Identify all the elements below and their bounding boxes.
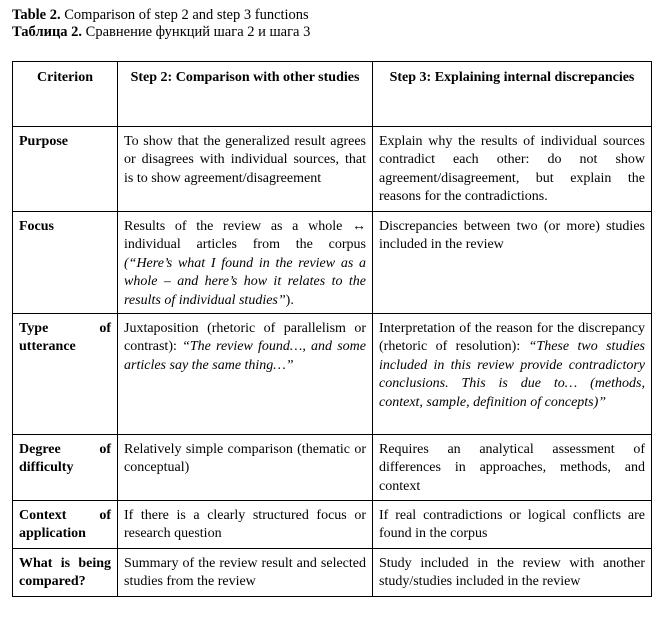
step2-quote: (“Here’s what I found in the review as a whole – and here’s how it relates to the results of individual studies” [124, 255, 366, 308]
criterion-cell: Degree of difficulty [13, 435, 118, 501]
table-row [13, 314, 652, 435]
criterion-cell: Purpose [13, 127, 118, 212]
caption-russian-label: Таблица 2. [12, 24, 83, 40]
caption-english [12, 7, 310, 24]
step3-cell: Requires an analytical assessment of differences in approaches, methods, and context [373, 435, 652, 501]
step2-cell: If there is a clearly structured focus or research question [118, 501, 373, 549]
step2-tail: ). [285, 292, 294, 308]
step2-text: Juxtaposition (rhetoric of parallelism or contrast): [124, 321, 366, 355]
step2-cell [118, 314, 373, 435]
step3-cell: Study included in the review with another study/studies included in the review [373, 549, 652, 597]
criterion-cell: Focus [13, 212, 118, 314]
header-step2: Step 2: Comparison with other studies [118, 62, 373, 127]
table-row [13, 501, 652, 549]
table-row [13, 435, 652, 501]
table-row [13, 127, 652, 212]
step2-cell [118, 212, 373, 314]
table-row [13, 212, 652, 314]
step3-cell: If real contradictions or logical conflicts are found in the corpus [373, 501, 652, 549]
caption-russian [12, 24, 310, 41]
step3-cell: Discrepancies between two (or more) studies included in the review [373, 212, 652, 314]
caption-russian-text: Сравнение функций шага 2 и шага 3 [82, 24, 311, 40]
step2-cell: To show that the generalized result agrees or disagrees with individual sources, that is to show agreement/disagreement [118, 127, 373, 212]
criterion-cell: Context of application [13, 501, 118, 549]
header-step3: Step 3: Explaining internal discrepancies [373, 62, 652, 127]
step2-quote: “The review found…, and some articles say the same thing…” [124, 339, 366, 373]
table-row [13, 549, 652, 597]
caption-english-label: Table 2. [12, 7, 61, 23]
step3-cell [373, 314, 652, 435]
criterion-cell: What is being compared? [13, 549, 118, 597]
table-caption [12, 7, 310, 41]
step2-cell: Relatively simple comparison (thematic or conceptual) [118, 435, 373, 501]
table-header-row [13, 62, 652, 127]
step3-cell: Explain why the results of individual sources contradict each other: do not show agreement/disagreement, but explain the reasons for the contradictions. [373, 127, 652, 212]
step2-text: Results of the review as a whole ↔ individual articles from the corpus [124, 219, 366, 253]
comparison-table [12, 61, 652, 597]
step3-quote: “These two studies included in this review provide contradictory conclusions. This is due to… (methods, context, sample, definition of concepts)” [379, 339, 645, 410]
caption-english-text: Comparison of step 2 and step 3 functions [60, 7, 309, 23]
header-criterion: Criterion [13, 62, 118, 127]
step3-text: Interpretation of the reason for the discrepancy (rhetoric of resolution): [379, 321, 645, 355]
criterion-cell: Type of utterance [13, 314, 118, 435]
step2-cell: Summary of the review result and selected studies from the review [118, 549, 373, 597]
